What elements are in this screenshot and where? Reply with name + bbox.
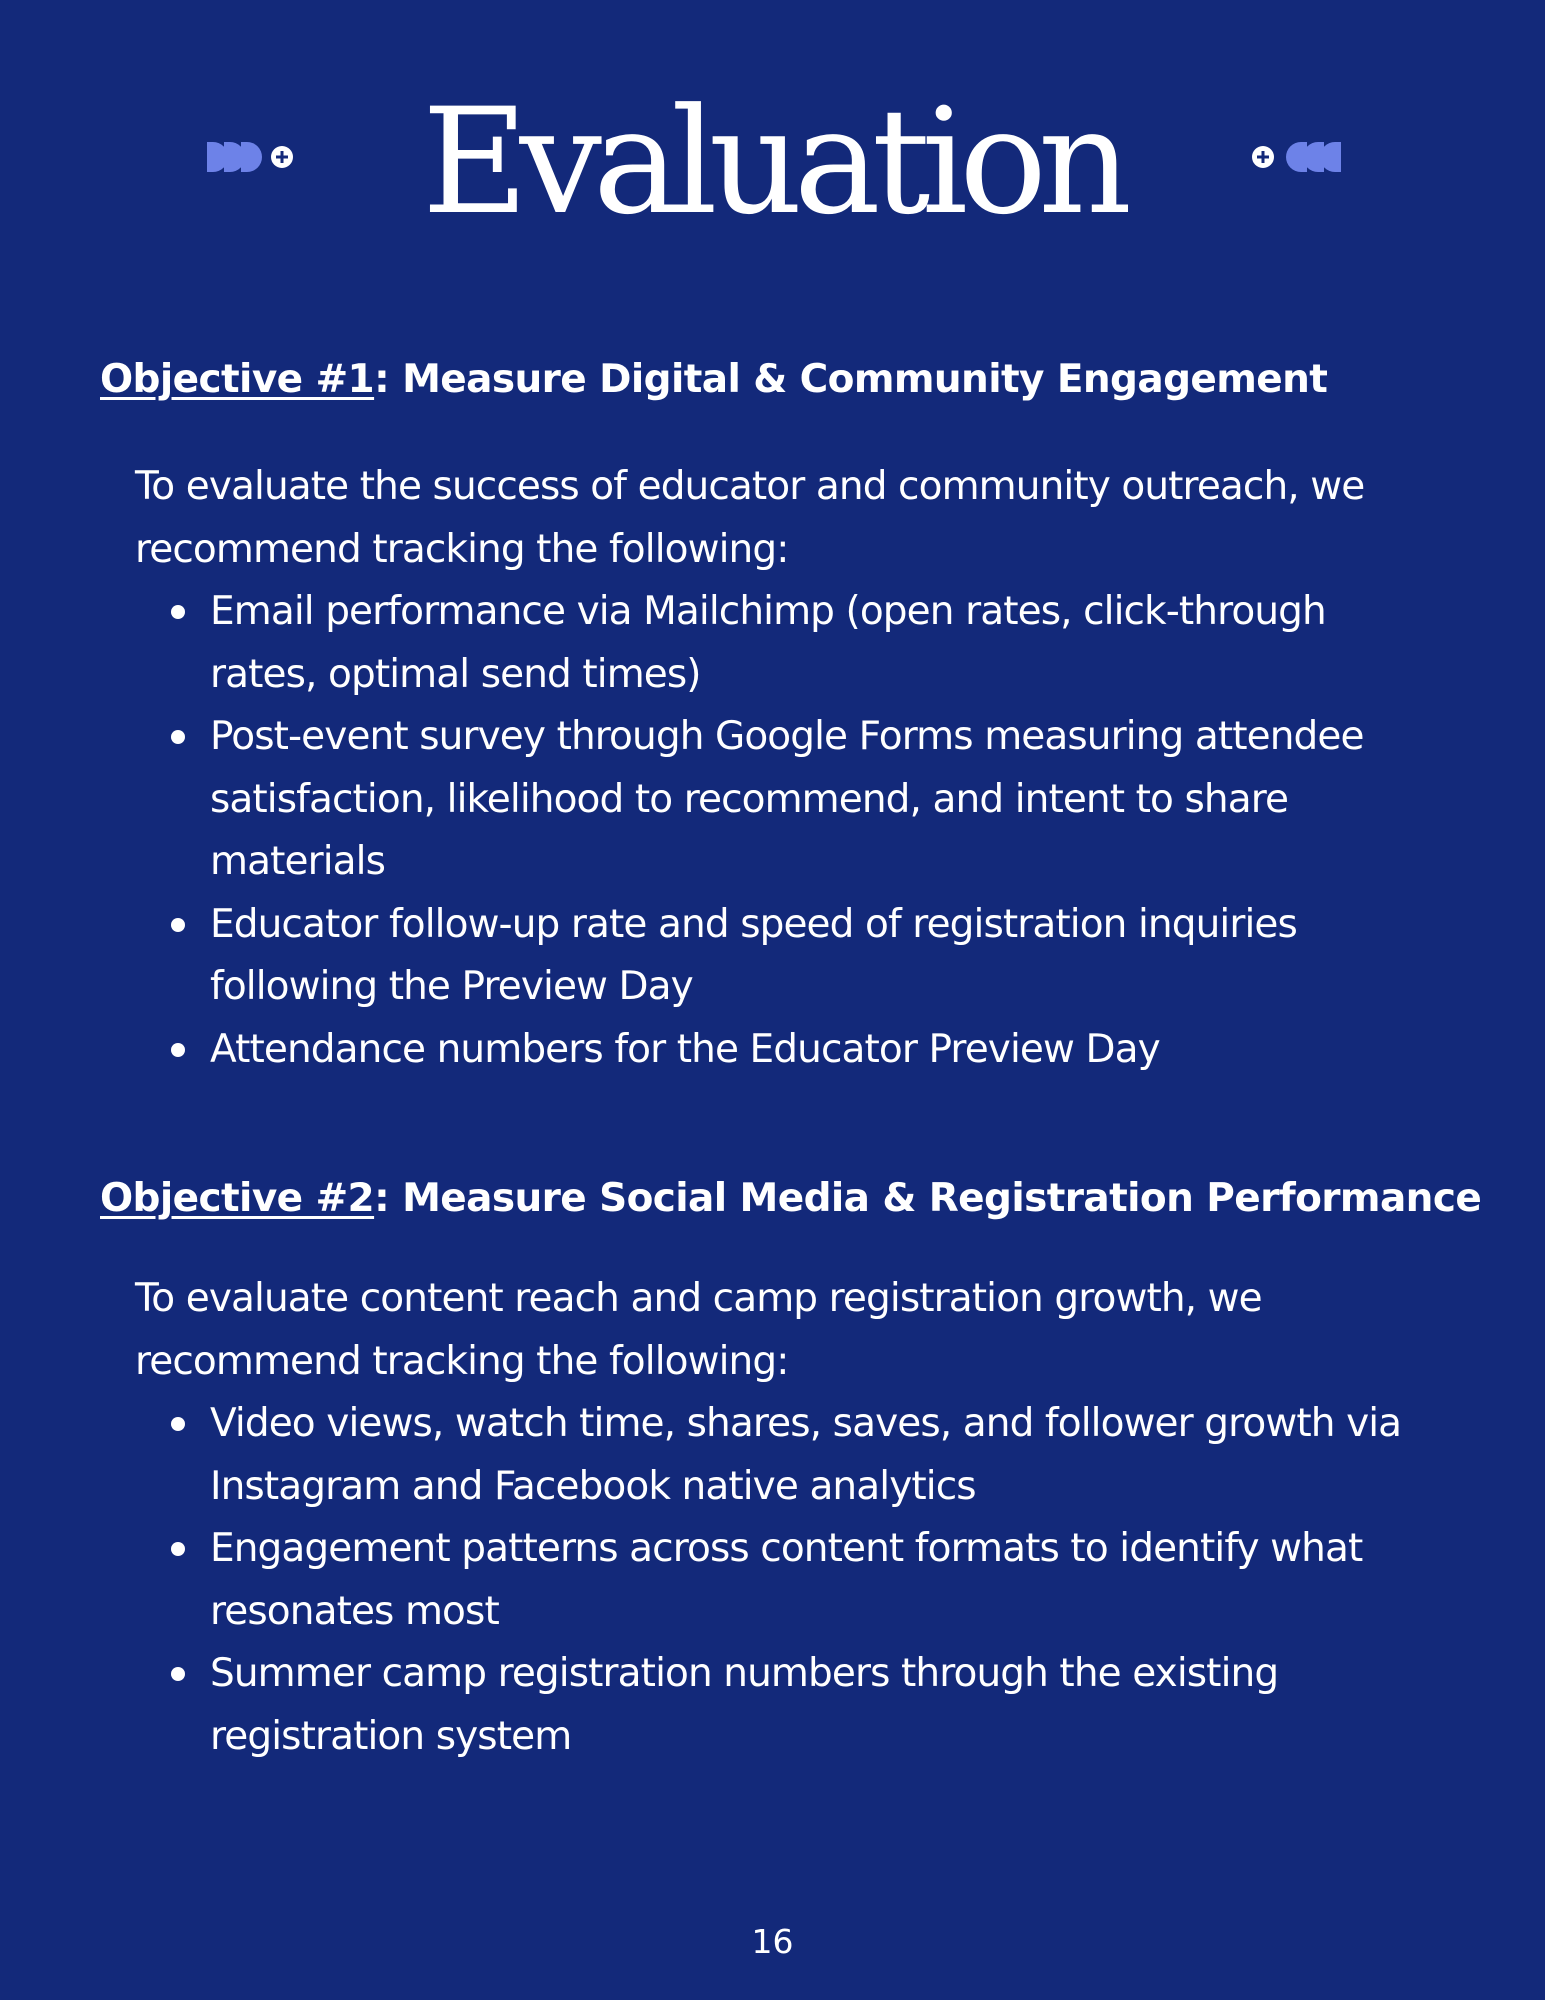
list-item-text: Engagement patterns across content formats to identify what resonates most [210,1526,1363,1634]
list-item [135,1518,1435,1643]
objective-2-section [135,1268,1435,1768]
objective-1-title: : Measure Digital & Community Engagement [374,357,1328,402]
list-item [135,894,1435,1019]
objective-1-section [135,456,1435,1081]
objective-1-tag: Objective #1 [100,357,375,402]
list-item-text: Summer camp registration numbers through the existing registration system [210,1651,1279,1759]
bullet-icon [171,730,185,744]
page-number: 16 [751,1922,794,1961]
objective-1-heading [100,356,1327,404]
objective-2-title: : Measure Social Media & Registration Performance [374,1176,1482,1221]
objective-1-intro: To evaluate the success of educator and community outreach, we recommend tracking the following: [135,464,1365,572]
list-item-text: Attendance numbers for the Educator Preview Day [210,1026,1160,1072]
list-item [135,1393,1435,1518]
objective-2-list [135,1393,1435,1768]
bullet-icon [171,605,185,619]
list-item [135,1643,1435,1768]
objective-1-list [135,581,1435,1081]
list-item-text: Video views, watch time, shares, saves, and follower growth via Instagram and Facebook native analytics [210,1401,1402,1509]
list-item [135,1019,1435,1082]
ornament-right [1251,140,1341,174]
bullet-icon [171,1417,185,1431]
objective-2-tag: Objective #2 [100,1176,375,1221]
objective-2-heading [100,1175,1481,1223]
bullet-icon [171,1542,185,1556]
list-item-text: Email performance via Mailchimp (open rates, click-through rates, optimal send times) [210,589,1326,697]
bullet-icon [171,1043,185,1057]
bullet-icon [171,1667,185,1681]
list-item [135,706,1435,894]
half-circles-left-icon [1251,140,1341,174]
list-item-text: Educator follow-up rate and speed of registration inquiries following the Preview Day [210,901,1297,1009]
bullet-icon [171,918,185,932]
list-item [135,581,1435,706]
objective-2-intro: To evaluate content reach and camp registration growth, we recommend tracking the following: [135,1276,1262,1384]
list-item-text: Post-event survey through Google Forms measuring attendee satisfaction, likelihood to recommend, and intent to share materials [210,714,1364,884]
page-title: Evaluation [421,77,1124,247]
